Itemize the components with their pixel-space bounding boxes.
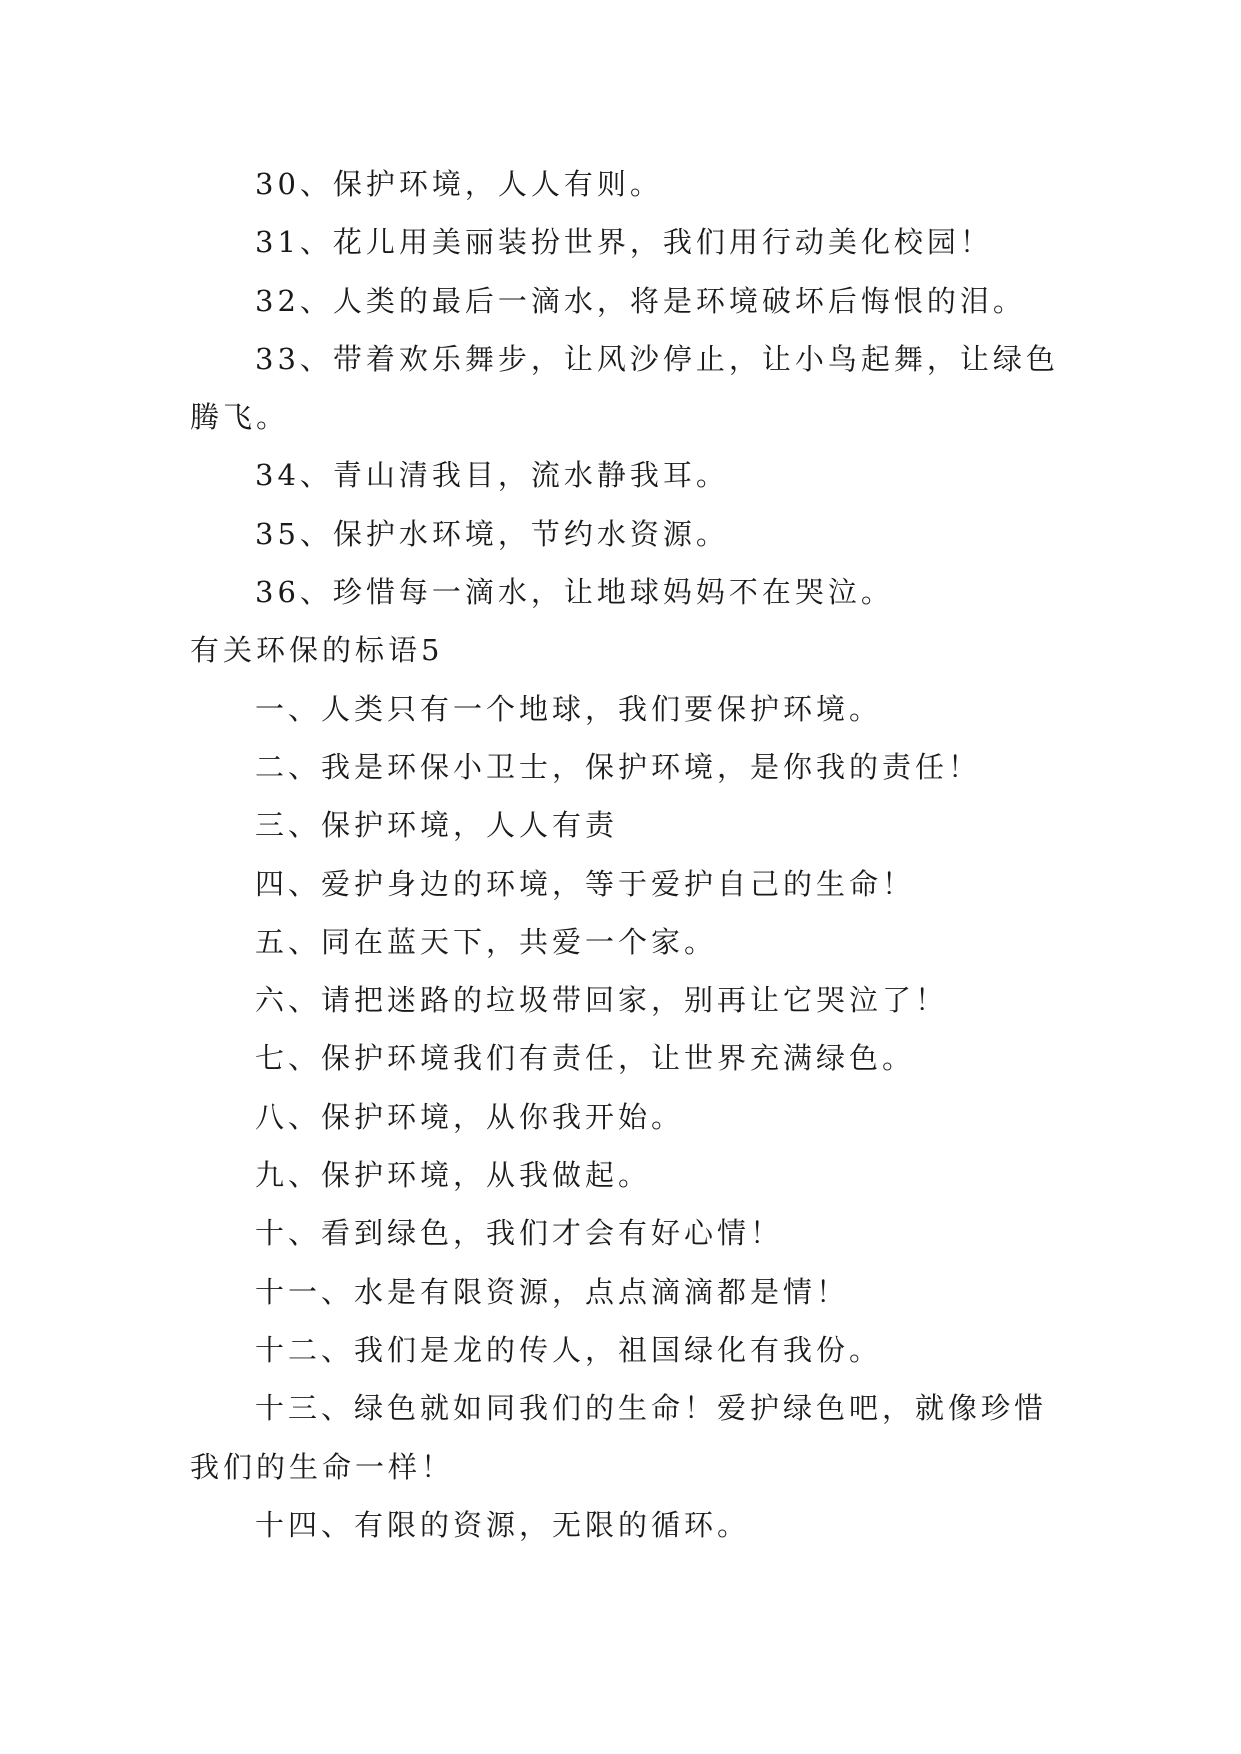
slogan-line: 36、珍惜每一滴水，让地球妈妈不在哭泣。 [255, 575, 894, 610]
slogan-line: 十、看到绿色，我们才会有好心情！ [255, 1216, 784, 1251]
slogan-line-continuation: 我们的生命一样！ [190, 1449, 455, 1484]
slogan-line: 六、请把迷路的垃圾带回家，别再让它哭泣了！ [255, 983, 949, 1018]
slogan-line: 十三、绿色就如同我们的生命！爱护绿色吧，就像珍惜 [255, 1391, 1048, 1426]
slogan-line: 33、带着欢乐舞步，让风沙停止，让小鸟起舞，让绿色 [255, 341, 1059, 376]
slogan-item [190, 1029, 1090, 1087]
slogan-line: 八、保护环境，从你我开始。 [255, 1099, 685, 1134]
slogan-item [190, 446, 1090, 504]
slogan-line: 五、同在蓝天下，共爱一个家。 [255, 924, 718, 959]
section-heading: 有关环保的标语5 [190, 633, 444, 668]
slogan-line: 三、保护环境，人人有责 [255, 808, 619, 843]
slogan-line: 十四、有限的资源，无限的循环。 [255, 1507, 751, 1542]
slogan-line: 九、保护环境，从我做起。 [255, 1158, 652, 1193]
slogan-item [190, 1321, 1090, 1379]
slogan-line: 十一、水是有限资源，点点滴滴都是情！ [255, 1274, 850, 1309]
slogan-list-numbered [190, 155, 1090, 621]
slogan-item [190, 1146, 1090, 1204]
slogan-line: 四、爱护身边的环境，等于爱护自己的生命！ [255, 866, 916, 901]
slogan-item [190, 1263, 1090, 1321]
slogan-line: 35、保护水环境，节约水资源。 [255, 516, 729, 551]
slogan-item [190, 1088, 1090, 1146]
document-body [190, 155, 1090, 1554]
slogan-item [190, 272, 1090, 330]
slogan-item [190, 1379, 1090, 1496]
slogan-item [190, 913, 1090, 971]
slogan-item [190, 563, 1090, 621]
slogan-line: 七、保护环境我们有责任，让世界充满绿色。 [255, 1041, 916, 1076]
slogan-item [190, 330, 1090, 447]
slogan-line-continuation: 腾飞。 [190, 400, 290, 435]
slogan-item [190, 1204, 1090, 1262]
slogan-item [190, 213, 1090, 271]
slogan-item [190, 855, 1090, 913]
slogan-line: 30、保护环境，人人有则。 [255, 167, 663, 201]
slogan-item [190, 796, 1090, 854]
slogan-item [190, 680, 1090, 738]
slogan-line: 34、青山清我目，流水静我耳。 [255, 458, 729, 493]
slogan-item [190, 505, 1090, 563]
slogan-list-chinese-numbered [190, 680, 1090, 1554]
slogan-item [190, 1496, 1090, 1554]
slogan-item [190, 738, 1090, 796]
slogan-line: 二、我是环保小卫士，保护环境，是你我的责任！ [255, 749, 982, 784]
slogan-line: 32、人类的最后一滴水，将是环境破坏后悔恨的泪。 [255, 283, 1026, 318]
slogan-line: 十二、我们是龙的传人，祖国绿化有我份。 [255, 1332, 883, 1367]
slogan-item [190, 155, 1090, 213]
slogan-item [190, 971, 1090, 1029]
slogan-line: 31、花儿用美丽装扮世界，我们用行动美化校园！ [255, 225, 993, 260]
slogan-line: 一、人类只有一个地球，我们要保护环境。 [255, 691, 883, 726]
